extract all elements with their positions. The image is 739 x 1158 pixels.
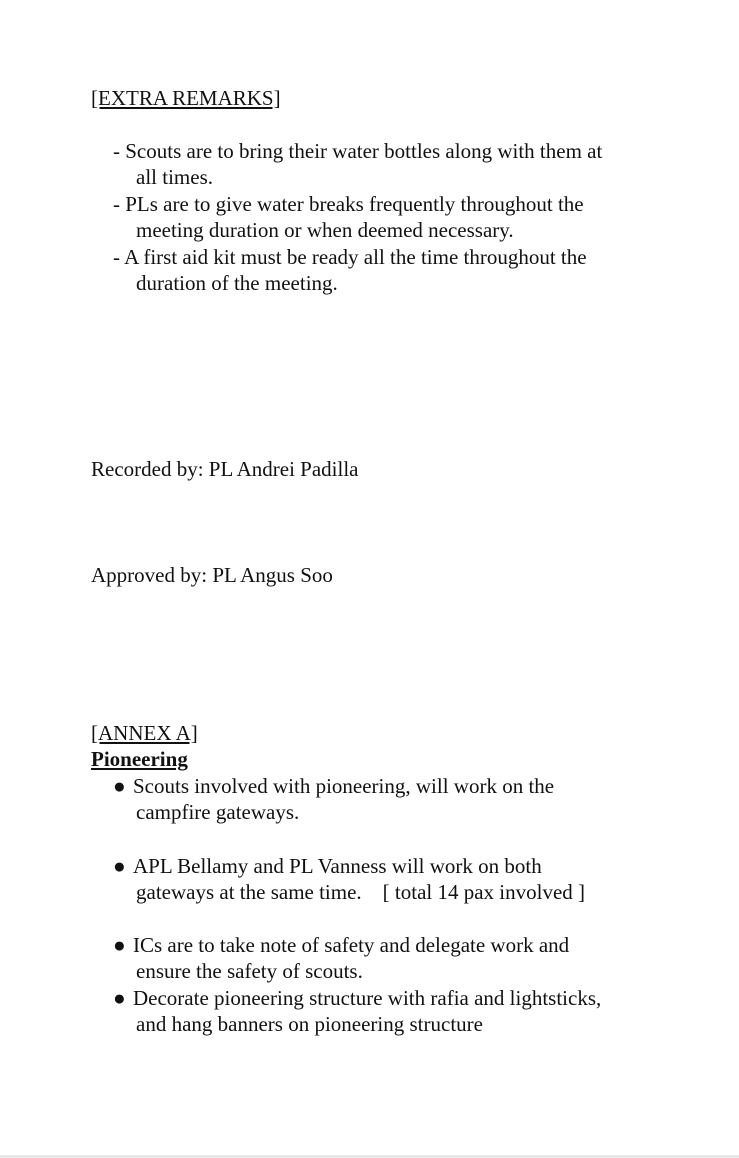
- annex-item-text-continued: gateways at the same time. [ total 14 pax involved ]: [136, 880, 586, 904]
- remark-text-continued: all times.: [136, 165, 213, 189]
- dash-marker: -: [113, 192, 120, 216]
- remark-text-continued: duration of the meeting.: [136, 271, 338, 295]
- bullet-icon: ●: [113, 933, 126, 957]
- dash-marker: -: [113, 245, 120, 269]
- annex-item-text: Scouts involved with pioneering, will work on the: [133, 774, 555, 798]
- remark-text-continued: meeting duration or when deemed necessary.: [136, 218, 514, 242]
- list-item: [113, 853, 673, 905]
- list-item: [113, 932, 673, 984]
- annex-item-text-continued: and hang banners on pioneering structure: [136, 1012, 483, 1036]
- remark-text: Scouts are to bring their water bottles along with them at: [125, 139, 603, 163]
- list-item: [113, 244, 673, 296]
- extra-remarks-heading: [EXTRA REMARKS]: [91, 86, 281, 110]
- annex-item-text-continued: campfire gateways.: [136, 800, 300, 824]
- bullet-icon: ●: [113, 986, 126, 1010]
- recorded-by: Recorded by: PL Andrei Padilla: [91, 457, 359, 481]
- remark-text: PLs are to give water breaks frequently throughout the: [125, 192, 584, 216]
- annex-item-text: Decorate pioneering structure with rafia and lightsticks,: [133, 986, 602, 1010]
- annex-heading: [ANNEX A]: [91, 721, 198, 745]
- list-item: [113, 191, 673, 243]
- list-item: [113, 138, 673, 190]
- bullet-icon: ●: [113, 854, 126, 878]
- list-item: [113, 985, 673, 1037]
- bullet-icon: ●: [113, 774, 126, 798]
- annex-item-text-continued: ensure the safety of scouts.: [136, 959, 363, 983]
- annex-subheading: Pioneering: [91, 747, 188, 771]
- annex-item-text: ICs are to take note of safety and delegate work and: [133, 933, 570, 957]
- list-item: [113, 773, 673, 825]
- dash-marker: -: [113, 139, 120, 163]
- remark-text: A first aid kit must be ready all the time throughout the: [124, 245, 587, 269]
- annex-item-text: APL Bellamy and PL Vanness will work on both: [133, 854, 542, 878]
- approved-by: Approved by: PL Angus Soo: [91, 563, 333, 587]
